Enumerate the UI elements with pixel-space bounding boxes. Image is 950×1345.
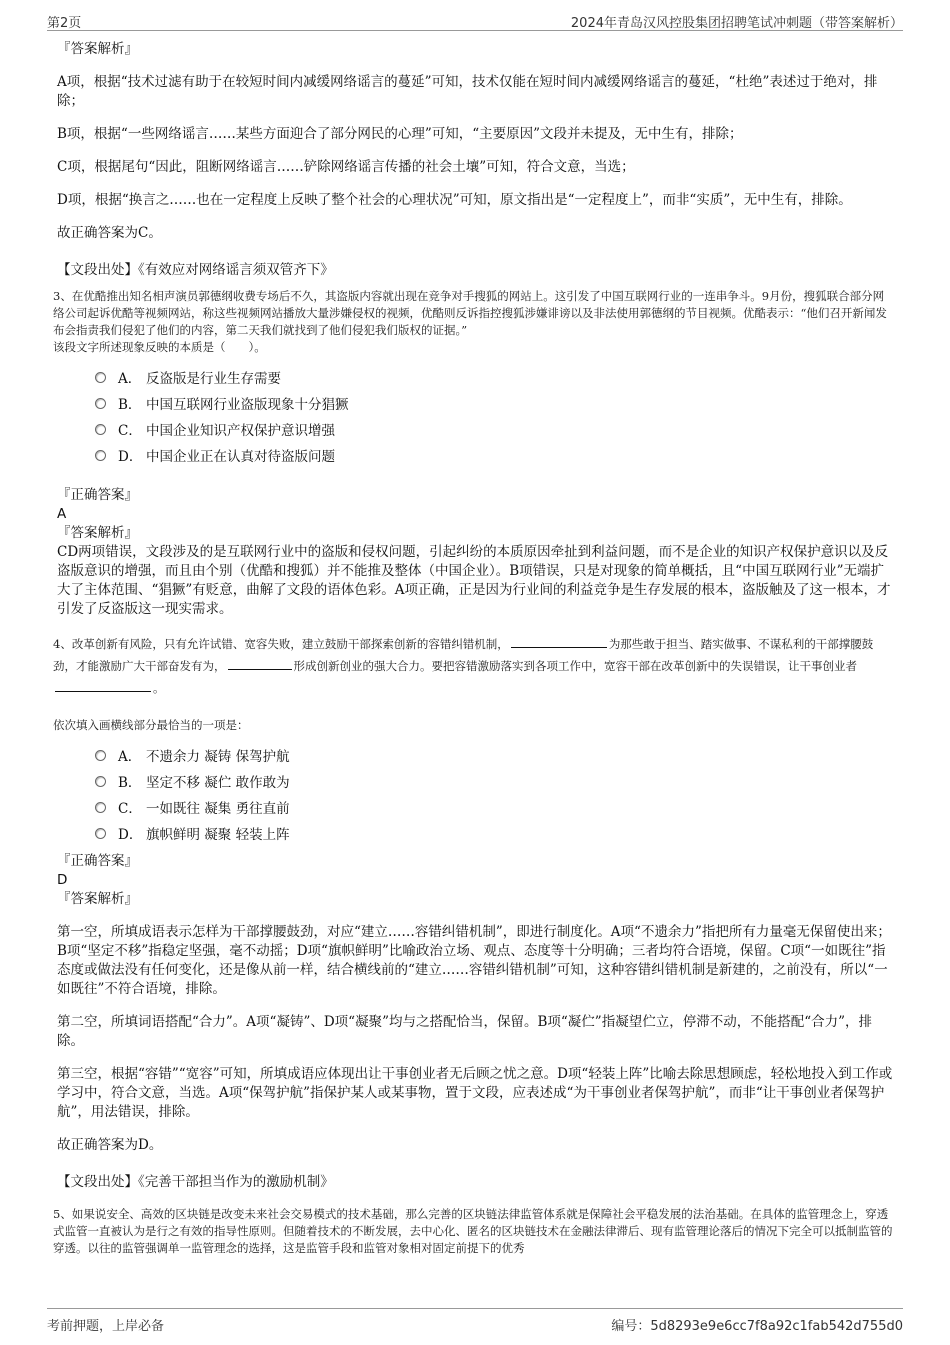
document-code: 编号：5d8293e9e6cc7f8a92c1fab542d755d0 [611, 1319, 903, 1334]
q2-analysis-a: A项，根据“技术过滤有助于在较短时间内减缓网络谣言的蔓延”可知，技术仅能在短时间内减缓网络谣言的蔓延，“杜绝”表述过于绝对，排除； [57, 74, 878, 109]
q4-option-c[interactable]: C． 一如既往 凝集 勇往直前 [95, 794, 893, 820]
q3-correct-answer: A [57, 506, 67, 522]
radio-icon[interactable] [95, 828, 106, 839]
radio-icon[interactable] [95, 776, 106, 787]
page-number: 第2页 [47, 16, 82, 31]
q4-analysis-3: 第三空，根据“容错”“宽容”可知，所填成语应体现出让干事创业者无后顾之忧之意。D项“轻装上阵”比喻去除思想顾虑，轻松地投入到工作或学习中，符合文意，当选。A项“保驾护航”指保护某人或某事物，置于文段，应表述成“为干事创业者保驾护航”，而非“让干事创业者保驾护航”，用法错误，排除。 [57, 1066, 893, 1120]
page-header [47, 8, 903, 31]
q3-option-c[interactable]: C． 中国企业知识产权保护意识增强 [95, 416, 893, 442]
q4-question: 依次填入画横线部分最恰当的一项是： [53, 718, 249, 732]
q3-correct-label: 『正确答案』 [57, 487, 138, 503]
q2-source: 【文段出处】《有效应对网络谣言须双管齐下》 [57, 262, 334, 278]
q2-analysis-d: D项，根据“换言之……也在一定程度上反映了整个社会的心理状况”可知，原文指出是“一定程度上”，而非“实质”，无中生有，排除。 [57, 192, 852, 208]
q2-analysis-b: B项，根据“一些网络谣言……某些方面迎合了部分网民的心理”可知，“主要原因”文段并未提及，无中生有，排除； [57, 126, 743, 142]
q4-analysis-label: 『答案解析』 [57, 891, 138, 907]
q4-conclusion: 故正确答案为D。 [57, 1137, 163, 1153]
q3-option-b[interactable]: B． 中国互联网行业盗版现象十分猖獗 [95, 390, 893, 416]
q4-correct-answer: D [57, 872, 68, 888]
q2-analysis-label: 『答案解析』 [57, 41, 138, 57]
q3-analysis: CD两项错误，文段涉及的是互联网行业中的盗版和侵权问题，引起纠纷的本质原因牵扯到利益问题，而不是企业的知识产权保护意识以及反盗版意识的增强，而且由个别（优酷和搜狐）并不能推及整体（中国企业）。B项错误，只是对现象的简单概括，且“中国互联网行业”无端扩大了主体范围、“猖獗”有贬意，曲解了文段的语体色彩。A项正确，正是因为行业间的利益竞争是生存发展的根本，盗版触及了这一根本，才引发了反盗版这一现实需求。 [57, 544, 891, 617]
q4-source: 【文段出处】《完善干部担当作为的激励机制》 [57, 1174, 334, 1190]
page-footer [47, 1308, 903, 1334]
q3-options [57, 364, 893, 468]
radio-icon[interactable] [95, 372, 106, 383]
blank-1 [511, 635, 607, 648]
q2-conclusion: 故正确答案为C。 [57, 225, 162, 241]
document-title: 2024年青岛汉风控股集团招聘笔试冲刺题（带答案解析） [570, 16, 903, 31]
footer-slogan: 考前押题，上岸必备 [47, 1319, 165, 1334]
q4-options [57, 742, 893, 846]
q4-analysis-1: 第一空，所填成语表示怎样为干部撑腰鼓劲，对应“建立……容错纠错机制”，即进行制度化。A项“不遗余力”指把所有力量毫无保留使出来；B项“坚定不移”指稳定坚强，毫不动摇；D项“旗帜鲜明”比喻政治立场、观点、态度等十分明确；三者均符合语境，保留。C项“一如既往”指态度或做法没有任何变化，还是像从前一样，结合横线前的“建立……容错纠错机制”可知，这种容错纠错机制是新建的，之前没有，所以“一如既往”不符合语境，排除。 [57, 924, 891, 997]
q4-option-d[interactable]: D． 旗帜鲜明 凝聚 轻装上阵 [95, 820, 893, 846]
radio-icon[interactable] [95, 802, 106, 813]
q3-option-d[interactable]: D． 中国企业正在认真对待盗版问题 [95, 442, 893, 468]
page-content [53, 40, 893, 1257]
radio-icon[interactable] [95, 398, 106, 409]
q4-option-a[interactable]: A． 不遗余力 凝铸 保驾护航 [95, 742, 893, 768]
q3-question: 该段文字所述现象反映的本质是（ ）。 [53, 340, 266, 354]
q3-stem: 3、在优酷推出知名相声演员郭德纲收费专场后不久，其盗版内容就出现在竞争对手搜狐的网站上。这引发了中国互联网行业的一连串争斗。9月份，搜狐联合部分网络公司起诉优酷等视频网站，称这些视频网站播放大量涉嫌侵权的视频，优酷则反诉指控搜狐涉嫌诽谤以及非法使用郭德纲的节目视频。优酷表示：“他们召开新闻发布会指责我们侵犯了他们的内容，第二天我们就找到了他们侵犯我们版权的证据。” [53, 289, 887, 337]
radio-icon[interactable] [95, 424, 106, 435]
q3-option-a[interactable]: A． 反盗版是行业生存需要 [95, 364, 893, 390]
q4-correct-label: 『正确答案』 [57, 853, 138, 869]
blank-2 [228, 657, 292, 670]
q5-stem: 5、如果说安全、高效的区块链是改变未来社会交易模式的技术基础，那么完善的区块链法律监管体系就是保障社会平稳发展的法治基础。在具体的监管理念上，穿透式监管一直被认为是行之有效的指导性原则。但随着技术的不断发展，去中心化、匿名的区块链技术在金融法律滞后、现有监管理论落后的情况下完全可以抵制监管的穿透。以往的监管强调单一监管理念的选择，这是监管手段和监管对象相对固定前提下的优秀 [53, 1207, 893, 1255]
q3-analysis-label: 『答案解析』 [57, 525, 138, 541]
q4-option-b[interactable]: B． 坚定不移 凝伫 敢作敢为 [95, 768, 893, 794]
blank-3 [55, 679, 151, 692]
radio-icon[interactable] [95, 750, 106, 761]
radio-icon[interactable] [95, 450, 106, 461]
q2-analysis-c: C项，根据尾句“因此，阻断网络谣言……铲除网络谣言传播的社会土壤”可知，符合文意，当选； [57, 159, 635, 175]
q4-analysis-2: 第二空，所填词语搭配“合力”。A项“凝铸”、D项“凝聚”均与之搭配恰当，保留。B项“凝伫”指凝望伫立，停滞不动，不能搭配“合力”，排除。 [57, 1014, 873, 1049]
q4-stem: 4、改革创新有风险，只有允许试错、宽容失败，建立鼓励干部探索创新的容错纠错机制， 为那些敢于担当、踏实做事、不谋私利的干部撑腰鼓劲，才能激励广大干部奋发有为， 形成创新创业的强大合力。要把容错激励落实到各项工作中，宽容干部在改革创新中的失误错误，让干事创业者。 [53, 637, 874, 695]
